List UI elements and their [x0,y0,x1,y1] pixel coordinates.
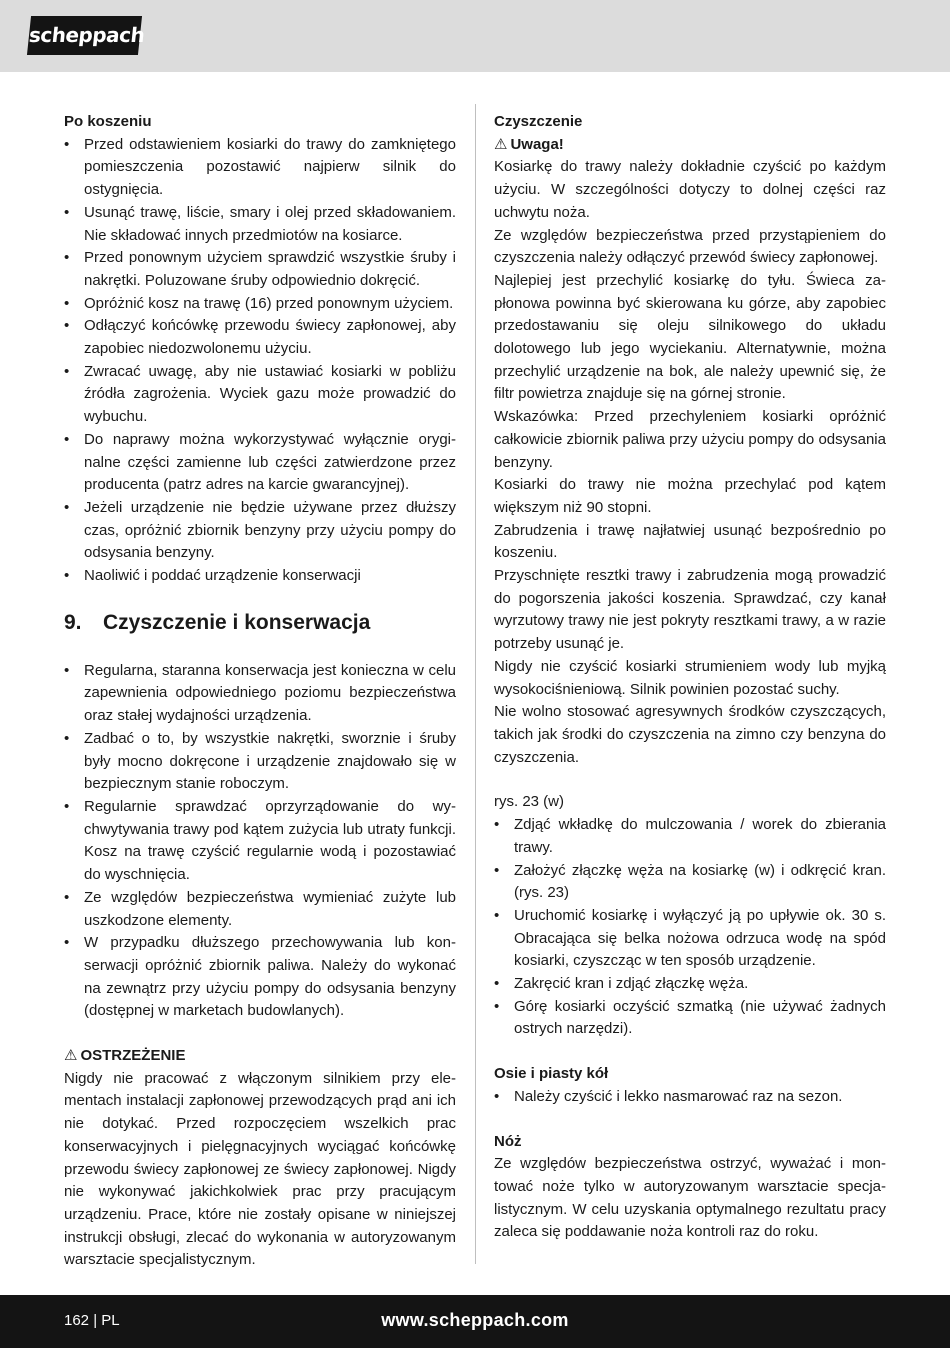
heading-axles: Osie i piasty kół [494,1065,609,1083]
after-mowing-item: • Odłączyć końcówkę przewodu świecy zapłonowej, aby zapobiec niedozwolonemu użyciu. [64,315,456,360]
cleaning-paragraph: Zabrudzenia i trawę najłatwiej usunąć bezpośrednio po koszeniu. [494,521,886,562]
cleaning-paragraph: Najlepiej jest przechylić kosiarkę do tyłu. Świeca zapłonowa powinna być skierowana ku górze, aby zapobiec przedostawaniu się oleju silnikowego do układu dolotowego lub jego wyciekaniu. Alternatywnie, można przechylić urządzenie na bok, ale należy upewnić się, że filtr powietrza znajduje się na górnej stronie. [494,271,886,403]
hose-cleaning-item: • Zdjąć wkładkę do mulczowania / worek do zbierania trawy. [494,814,886,859]
blade-text: Ze względów bezpieczeństwa ostrzyć, wyważać i montować noże tylko w autoryzowanym warsztacie specjalistycznym. W celu uzyskania optymalnego rezultatu pracy zaleca się poddawanie noża kontroli raz do roku. [494,1155,886,1241]
maintenance-item: • W przypadku dłuższego przechowywania lub konserwacji opróżnić zbiornik paliwa. Należy do wykonać na zewnątrz przy użyciu pompy do odsysania benzyny (dostępnej w marketach budowlanych). [64,932,456,1023]
warning-heading [64,1045,456,1068]
cleaning-paragraph: Nigdy nie czyścić kosiarki strumieniem wody lub myjką wysokociśnieniową. Silnik powinien pozostać suchy. [494,657,886,698]
heading-cleaning: Czyszczenie [494,113,583,130]
hose-cleaning-item: • Uruchomić kosiarkę i wyłączyć ją po upływie ok. 30 s. Obracająca się belka nożowa odrzuca wodę na spód kosiarki, czyszcząc w ten sposób urządzenie. [494,905,886,973]
cleaning-paragraph: Wskazówka: Przed przechyleniem kosiarki opróżnić całkowicie zbiornik paliwa przy użyciu pompy do odsysania benzyny. [494,408,886,471]
axles-list [494,1086,886,1109]
website-link[interactable]: www.scheppach.com [381,1310,569,1330]
scheppach-logo: scheppach [27,16,142,55]
attention-title: Uwaga! [510,135,564,153]
after-mowing-item: • Przed ponownym użyciem sprawdzić wszystkie śruby i nakrętki. Poluzowane śruby odpowiednio dokręcić. [64,247,456,292]
figure-reference: rys. 23 (w) [494,793,565,811]
attention-heading [494,134,886,157]
heading-after-mowing: Po koszeniu [64,113,152,130]
footer-bar [0,1295,950,1348]
page-number: 162 | PL [64,1312,120,1329]
after-mowing-item: • Zwracać uwagę, aby nie ustawiać kosiarki w pobliżu źródła zagrożenia. Wyciek gazu może prowadzić do wybuchu. [64,361,456,429]
after-mowing-item: • Usunąć trawę, liście, smary i olej przed składowaniem. Nie składować innych przedmiotów na kosiarce. [64,202,456,247]
after-mowing-item: • Jeżeli urządzenie nie będzie używane przez dłuższy czas, opróżnić zbiornik benzyny przy użyciu pompy do odsysania benzyny. [64,497,456,565]
right-column [494,111,886,1244]
maintenance-item: • Regularna, staranna konserwacja jest konieczna w celu zapewnienia odpowiedniego poziomu bezpieczeństwa oraz stałej wydajności urządzenia. [64,660,456,728]
axles-item: • Należy czyścić i lekko nasmarować raz na sezon. [494,1086,886,1109]
cleaning-paragraph: Przyschnięte resztki trawy i zabrudzenia mogą prowadzić do pogorszenia jakości koszenia. Sprawdzać, czy kanał wyrzutowy trawy nie jest pokryty resztkami trawy, a w razie potrzeby usunąć je. [494,567,886,653]
attention-triangle-icon: ⚠ [494,135,508,153]
maintenance-item: • Ze względów bezpieczeństwa wymieniać zużyte lub uszkodzone elementy. [64,887,456,932]
warning-text: Nigdy nie pracować z włączonym silnikiem przy elementach instalacji zapłonowej przewodzących prąd ani ich nie dotykać. Przed rozpoczęciem wszelkich prac konserwacyjnych i pielęgnacyjnych wyciągać końcówkę przewodu świecy zapłonowej ze świecy zapłonowej. Nigdy nie wykonywać jakichkolwiek prac przy pracującym urządzeniu. Prace, które nie zostały opisane w niniejszej instrukcji obsługi, zlecać do wykonania w autoryzowanym warsztacie specjalistycznym. [64,1069,456,1269]
warning-triangle-icon: ⚠ [64,1047,78,1065]
hose-cleaning-item: • Górę kosiarki oczyścić szmatką (nie używać żadnych ostrych narzędzi). [494,996,886,1041]
cleaning-paragraph: Nie wolno stosować agresywnych środków czyszczących, takich jak środki do czyszczenia na zimno czy benzyna do czyszczenia. [494,703,886,766]
section-title: Czyszczenie i konserwacja [103,610,371,634]
after-mowing-item: • Przed odstawieniem kosiarki do trawy do zamkniętego pomieszczenia pozostawić najpierw silnik do ostygnięcia. [64,134,456,202]
cleaning-paragraph: Kosiarki do trawy nie można przechylać pod kątem większym niż 90 stopni. [494,476,886,516]
column-divider [475,104,476,1264]
section-heading [64,609,456,637]
warning-title: OSTRZEŻENIE [80,1047,186,1065]
section-number: 9. [64,610,82,634]
left-column [64,111,456,1272]
header-bar [0,0,950,72]
maintenance-item: • Regularnie sprawdzać oprzyrządowanie do wychwytywania trawy pod kątem zużycia lub utraty funkcji. Kosz na trawę czyścić regularnie wodą i pozostawiać do wyschnięcia. [64,796,456,887]
hose-cleaning-list [494,814,886,1041]
after-mowing-item: • Naoliwić i poddać urządzenie konserwacji [64,565,456,588]
cleaning-paragraph: Kosiarkę do trawy należy dokładnie czyścić po każdym użyciu. W szczególności dotyczy to dolnej części raz uchwytu noża. [494,158,886,221]
cleaning-paragraphs [494,156,886,769]
after-mowing-item: • Opróżnić kosz na trawę (16) przed ponownym użyciem. [64,293,456,316]
hose-cleaning-item: • Zakręcić kran i zdjąć złączkę węża. [494,973,886,996]
maintenance-item: • Zadbać o to, by wszystkie nakrętki, sworznie i śruby były mocno dokręcone i urządzenie znajdowało się w bezpiecznym stanie roboczym. [64,728,456,796]
maintenance-list [64,660,456,1023]
after-mowing-list [64,134,456,588]
cleaning-paragraph: Ze względów bezpieczeństwa przed przystąpieniem do czyszczenia należy odłączyć przewód świecy zapłonowej. [494,226,886,267]
heading-blade: Nóż [494,1132,522,1150]
hose-cleaning-item: • Założyć złączkę węża na kosiarkę (w) i odkręcić kran. (rys. 23) [494,860,886,905]
after-mowing-item: • Do naprawy można wykorzystywać wyłącznie oryginalne części zamienne lub części zatwierdzone przez producenta (patrz adres na karcie gwarancyjnej). [64,429,456,497]
